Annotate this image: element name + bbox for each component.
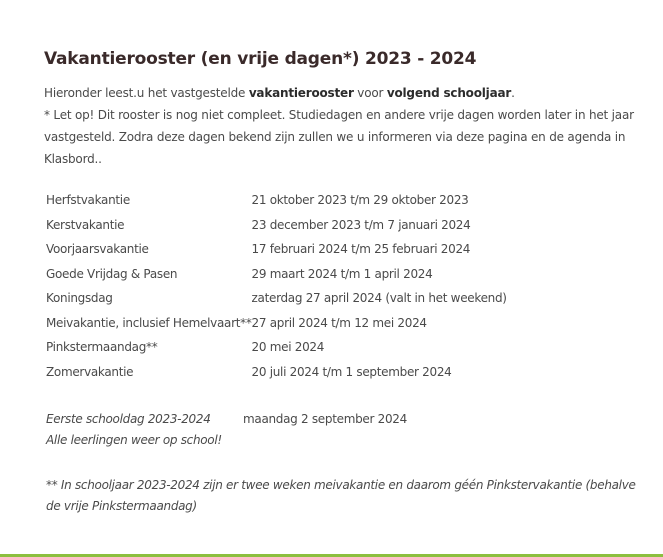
holiday-name: Pinkstermaandag**	[46, 340, 158, 355]
holiday-name: Kerstvakantie	[46, 217, 125, 232]
intro-text-end: .	[511, 86, 515, 100]
table-row	[44, 360, 507, 385]
first-school-day-subtitle: Alle leerlingen weer op school!	[46, 433, 222, 447]
intro-text-mid: voor	[353, 86, 387, 100]
intro-bold-volgend-schooljaar: volgend schooljaar	[386, 86, 512, 100]
first-school-day-date: maandag 2 september 2024	[243, 412, 407, 426]
intro-bold-vakantierooster: vakantierooster	[248, 86, 354, 100]
first-school-day	[44, 409, 644, 451]
table-row	[44, 213, 507, 238]
table-row	[44, 286, 507, 311]
holiday-period: 17 februari 2024 t/m 25 februari 2024	[251, 242, 471, 257]
table-row	[44, 311, 507, 336]
intro-notice: * Let op! Dit rooster is nog niet compleet. Studiedagen en andere vrije dagen worden later in het jaar vastgesteld. Zodra deze dagen bekend zijn zullen we u informeren via deze pagina en de agenda in Klasbord..	[44, 108, 634, 166]
holiday-name: Zomervakantie	[46, 364, 134, 379]
intro-text	[44, 82, 644, 170]
table-row	[44, 262, 507, 287]
holiday-period: 23 december 2023 t/m 7 januari 2024	[251, 217, 471, 232]
holiday-period: 29 maart 2024 t/m 1 april 2024	[251, 266, 433, 281]
holiday-name: Koningsdag	[46, 291, 113, 306]
holiday-name: Voorjaarsvakantie	[46, 242, 149, 257]
holiday-period: 20 juli 2024 t/m 1 september 2024	[251, 364, 452, 379]
first-school-day-label	[44, 409, 243, 451]
first-school-day-title: Eerste schooldag 2023-2024	[46, 412, 211, 426]
holiday-period: 20 mei 2024	[251, 340, 325, 355]
holiday-name: Herfstvakantie	[46, 193, 130, 208]
page-title: Vakantierooster (en vrije dagen*) 2023 - 2024	[44, 49, 477, 69]
holiday-period: 21 oktober 2023 t/m 29 oktober 2023	[251, 193, 469, 208]
holiday-name: Goede Vrijdag & Pasen	[46, 266, 178, 281]
table-row	[44, 237, 507, 262]
holiday-schedule-table	[44, 188, 507, 384]
intro-text-start: Hieronder leest.u het vastgestelde	[44, 86, 249, 100]
content-area	[44, 46, 644, 517]
footnote: ** In schooljaar 2023-2024 zijn er twee weken meivakantie en daarom géén Pinkstervakantie (behalve de vrije Pinkstermaandag)	[46, 478, 636, 513]
table-row	[44, 188, 507, 213]
holiday-period: zaterdag 27 april 2024 (valt in het weekend)	[251, 291, 507, 306]
table-row	[44, 335, 507, 360]
holiday-period: 27 april 2024 t/m 12 mei 2024	[251, 315, 427, 330]
holiday-name: Meivakantie, inclusief Hemelvaart**	[46, 315, 252, 330]
